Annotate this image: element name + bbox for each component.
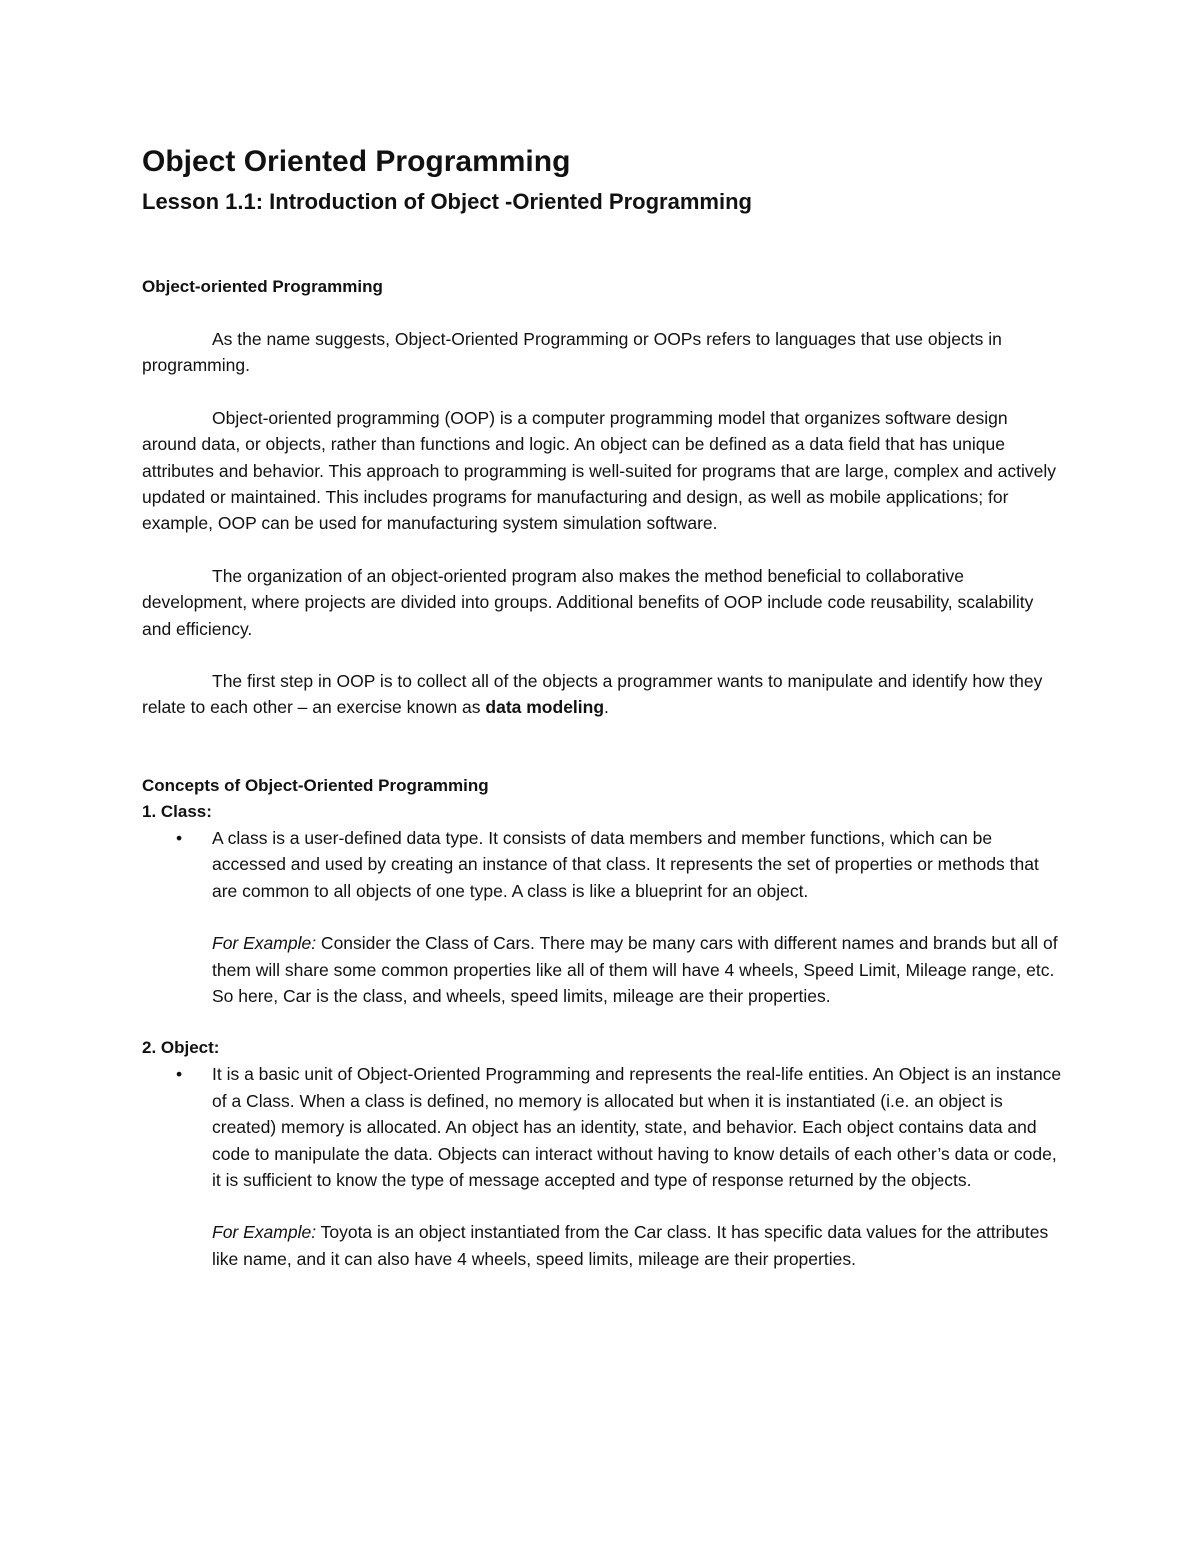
concept-object-description: It is a basic unit of Object-Oriented Programming and represents the real-life entities. An Object is an instance of a Class. When a class is defined, no memory is allocated but when it is instantiated (i.e. an object is created) memory is allocated. An object has an identity, state, and behavior. Each object contains data and code to manipulate the data. Objects can interact without having to know details of each other’s data or code, it is sufficient to know the type of message accepted and type of response returned by the objects. (212, 1064, 1062, 1190)
bullet-icon: • (176, 827, 183, 848)
intro-paragraph-4-end: . (604, 697, 609, 718)
lesson-subtitle: Lesson 1.1: Introduction of Object -Oriented Programming (142, 189, 752, 214)
intro-paragraph-4 (142, 668, 1062, 721)
concept-class-bullet (142, 825, 1062, 904)
concepts-heading: Concepts of Object-Oriented Programming (142, 775, 489, 795)
intro-paragraph-3: The organization of an object-oriented program also makes the method beneficial to collaborative development, where projects are divided into groups. Additional benefits of OOP include code reusability, scalability and efficiency. (142, 565, 1034, 639)
example-label: For Example: (212, 1222, 317, 1243)
document-content (142, 140, 1062, 1272)
example-text: Consider the Class of Cars. There may be many cars with different names and brands but all of them will share some common properties like all of them will have 4 wheels, Speed Limit, Mileage range, etc. So here, Car is the class, and wheels, speed limits, mileage are their properties. (212, 933, 1058, 1006)
concept-class-title: 1. Class: (142, 801, 212, 821)
intro-paragraph-1: As the name suggests, Object-Oriented Programming or OOPs refers to languages that use objects in programming. (142, 329, 1002, 376)
intro-paragraph-2: Object-oriented programming (OOP) is a computer programming model that organizes software design around data, or objects, rather than functions and logic. An object can be defined as a data field that has unique attributes and behavior. This approach to programming is well-suited for programs that are large, complex and actively updated or maintained. This includes programs for manufacturing and design, as well as mobile applications; for example, OOP can be used for manufacturing system simulation software. (142, 407, 1057, 534)
concept-class-example (142, 930, 1062, 1009)
data-modeling-term: data modeling (485, 697, 605, 718)
concept-object-example (142, 1219, 1062, 1272)
concept-class-description: A class is a user-defined data type. It consists of data members and member functions, which can be accessed and used by creating an instance of that class. It represents the set of properties or methods that are common to all objects of one type. A class is like a blueprint for an object. (212, 827, 1039, 901)
intro-paragraph-4-text: The first step in OOP is to collect all of the objects a programmer wants to manipulate and identify how they relate to each other – an exercise known as (142, 671, 1043, 718)
bullet-icon: • (176, 1064, 183, 1085)
intro-heading: Object-oriented Programming (142, 277, 383, 296)
example-label: For Example: (212, 933, 317, 954)
example-text: Toyota is an object instantiated from the Car class. It has specific data values for the attributes like name, and it can also have 4 wheels, speed limits, mileage are their properties. (212, 1222, 1049, 1269)
document-title: Object Oriented Programming (142, 145, 571, 178)
concept-object-title: 2. Object: (142, 1038, 220, 1058)
concept-object-bullet (142, 1061, 1062, 1193)
